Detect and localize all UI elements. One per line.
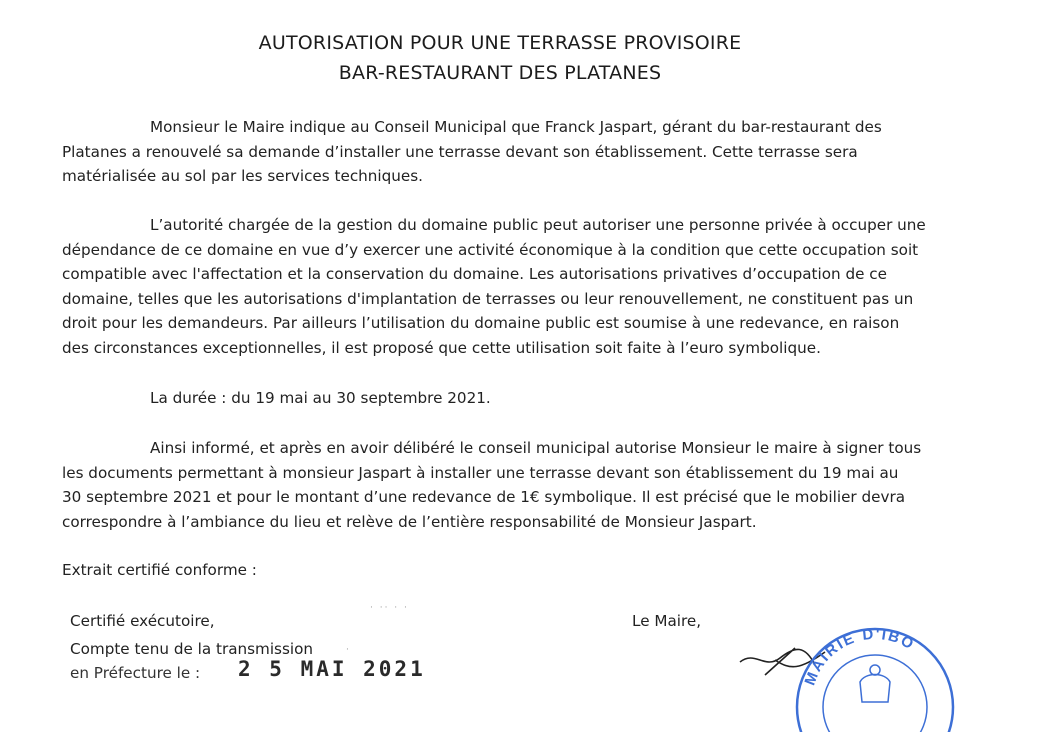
paragraph-4 xyxy=(62,436,936,534)
document-title-line2: BAR-RESTAURANT DES PLATANES xyxy=(338,62,662,84)
seal-text: MAIRIE D'IBO xyxy=(801,625,918,688)
date-stamp: 2 5 MAI 2021 xyxy=(238,657,426,681)
paragraph-4-line: 30 septembre 2021 et pour le montant d’une redevance de 1€ symbolique. Il est précisé que le mobilier devra xyxy=(62,488,906,506)
paragraph-1-line: Platanes a renouvelé sa demande d’installer une terrasse devant son établissement. Cette terrasse sera xyxy=(62,142,858,161)
paragraph-2-line: domaine, telles que les autorisations d'implantation de terrasses ou leur renouvellement, ne constituent pas un xyxy=(62,289,914,308)
paragraph-2-line: compatible avec l'affectation et la conservation du domaine. Les autorisations privatives d’occupation de ce xyxy=(62,265,887,283)
paragraph-2-line: dépendance de ce domaine en vue d’y exercer une activité économique à la condition que cette occupation soit xyxy=(62,240,919,259)
maire-label: Le Maire, xyxy=(632,612,702,630)
extrait-label: Extrait certifié conforme : xyxy=(62,561,257,579)
paragraph-2-line: droit pour les demandeurs. Par ailleurs l’utilisation du domaine public est soumise à une redevance, en raison xyxy=(62,314,900,332)
paragraph-1 xyxy=(62,115,936,189)
mairie-seal-icon xyxy=(790,622,960,732)
certifie-label: Certifié exécutoire, xyxy=(70,612,215,630)
paragraph-4-line: correspondre à l’ambiance du lieu et relève de l’entière responsabilité de Monsieur Jaspart. xyxy=(62,512,757,531)
duration-line: La durée : du 19 mai au 30 septembre 2021. xyxy=(150,389,491,407)
scan-speckle: · xyxy=(346,645,349,655)
paragraph-2-line: L’autorité chargée de la gestion du domaine public peut autoriser une personne privée à occuper une xyxy=(150,216,926,234)
paragraph-1-line: matérialisée au sol par les services techniques. xyxy=(62,167,423,185)
scan-speckle: · ·· · · xyxy=(370,603,409,613)
paragraph-1-line: Monsieur le Maire indique au Conseil Municipal que Franck Jaspart, gérant du bar-restaurant des xyxy=(150,118,882,136)
paragraph-duration xyxy=(62,386,936,411)
paragraph-2 xyxy=(62,213,936,360)
compte-tenu-label: Compte tenu de la transmission xyxy=(70,640,314,658)
paragraph-2-line: des circonstances exceptionnelles, il est proposé que cette utilisation soit faite à l’euro symbolique. xyxy=(62,338,821,357)
paragraph-4-line: Ainsi informé, et après en avoir délibéré le conseil municipal autorise Monsieur le maire à signer tous xyxy=(150,439,922,457)
paragraph-4-line: les documents permettant à monsieur Jaspart à installer une terrasse devant son établissement du 19 mai au xyxy=(62,463,899,482)
document-title-line1: AUTORISATION POUR UNE TERRASSE PROVISOIRE xyxy=(258,32,742,54)
prefecture-label: en Préfecture le : xyxy=(70,664,201,682)
